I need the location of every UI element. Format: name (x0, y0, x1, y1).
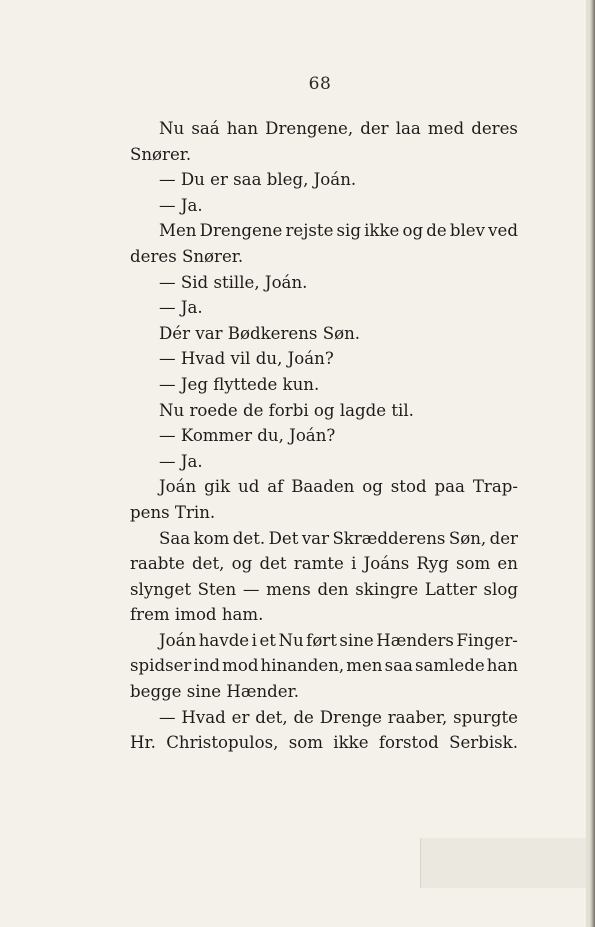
word: skingre (355, 579, 419, 599)
word: der (360, 119, 389, 138)
word: hinanden, (260, 656, 345, 676)
word: den (317, 579, 349, 599)
word: Hvad (181, 707, 226, 727)
word: ikke (364, 221, 400, 241)
word: Saa (159, 528, 191, 548)
text-line: — Ja. (159, 298, 203, 318)
word: blev (449, 221, 485, 241)
word: Christopulos, (166, 733, 279, 753)
word: i (351, 554, 357, 574)
word: Nu (278, 630, 304, 650)
binding-edge (589, 0, 595, 927)
word: som (288, 733, 323, 753)
word: spurgte (453, 707, 518, 727)
text-line (130, 730, 518, 756)
text-line: Snører. (130, 144, 192, 164)
word: sig (336, 221, 361, 241)
word: i (251, 630, 257, 650)
text-line: — Du er saa bleg, Joán. (159, 170, 357, 190)
word: ført (306, 630, 337, 650)
word: slog (483, 579, 518, 599)
word: og (231, 554, 253, 574)
word: saá (191, 119, 220, 138)
word: kom (193, 528, 230, 548)
word: Latter (424, 579, 477, 599)
word: med (427, 119, 465, 138)
word: og (402, 221, 424, 241)
word: Skrædderens (332, 528, 446, 548)
word: Hr. (130, 733, 156, 753)
word: Drengene, (265, 119, 354, 138)
word: mens (266, 579, 311, 599)
word: der (489, 528, 518, 548)
text-line: Dér var Bødkerens Søn. (159, 323, 361, 343)
text-line (130, 551, 518, 577)
text-line: — Kommer du, Joán? (159, 426, 336, 446)
word: slynget (130, 579, 191, 599)
word: raaber, (387, 707, 448, 727)
word: Joán (159, 630, 197, 650)
word: af (267, 477, 284, 497)
word: Ryg (416, 554, 449, 574)
text-line: — Ja. (159, 451, 203, 471)
word: Søn, (448, 528, 487, 548)
word: raabte (130, 554, 185, 574)
word: ind (193, 656, 221, 676)
word: Joáns (363, 554, 410, 574)
word: paa (434, 477, 465, 497)
word: samlede (414, 656, 485, 676)
word: Joán (159, 477, 197, 497)
word: laa (395, 119, 421, 138)
word: et (259, 630, 276, 650)
page-stain (420, 838, 591, 888)
word: ikke (333, 733, 369, 753)
word: — (159, 707, 176, 727)
text-line: — Sid stille, Joán. (159, 272, 308, 292)
word: forstod (378, 733, 439, 753)
word: ved (488, 221, 518, 241)
word: det (259, 554, 287, 574)
word: sine (339, 630, 374, 650)
word: havde (198, 630, 250, 650)
page-number: 68 (308, 74, 332, 94)
word: deres (471, 119, 518, 138)
word: det, (192, 554, 225, 574)
word: en (497, 554, 518, 574)
word: rejste (285, 221, 334, 241)
word: det, (255, 707, 288, 727)
word: spidser (130, 656, 192, 676)
word: og (362, 477, 383, 497)
word: de (293, 707, 314, 727)
word: det. (232, 528, 266, 548)
text-line (130, 705, 518, 731)
word: Hænders (376, 630, 454, 650)
word: ud (238, 477, 260, 497)
word: Nu (159, 119, 185, 138)
text-line: — Jeg flyttede kun. (159, 374, 320, 394)
text-line: Nu roede de forbi og lagde til. (159, 400, 414, 420)
text-line: pens Trin. (130, 502, 216, 522)
word: gik (204, 477, 231, 497)
word: Serbisk. (449, 733, 518, 753)
text-line (130, 526, 518, 552)
word: — (242, 579, 260, 599)
word: saa (384, 656, 413, 676)
body-text (130, 116, 518, 756)
text-line (130, 653, 518, 679)
word: Trap- (472, 477, 518, 497)
text-line: frem imod ham. (130, 605, 264, 625)
text-line (130, 577, 518, 603)
word: Det (268, 528, 299, 548)
text-line (130, 474, 518, 500)
word: var (301, 528, 330, 548)
word: han (486, 656, 518, 676)
word: Drenge (319, 707, 382, 727)
word: Sten (197, 579, 237, 599)
text-line (130, 116, 518, 142)
word: ramte (293, 554, 344, 574)
text-line: — Hvad vil du, Joán? (159, 349, 334, 369)
word: mod (222, 656, 259, 676)
word: er (231, 707, 250, 727)
word: som (455, 554, 491, 574)
word: Baaden (291, 477, 355, 497)
word: stod (390, 477, 427, 497)
text-line (130, 628, 518, 654)
text-line (130, 218, 518, 244)
text-line: — Ja. (159, 195, 203, 215)
word: de (426, 221, 447, 241)
text-line: deres Snører. (130, 246, 244, 266)
word: Finger- (456, 630, 518, 650)
word: Men (159, 221, 197, 241)
text-line: begge sine Hænder. (130, 682, 299, 702)
word: han (226, 119, 259, 138)
word: men (346, 656, 383, 676)
word: Drengene (199, 221, 283, 241)
